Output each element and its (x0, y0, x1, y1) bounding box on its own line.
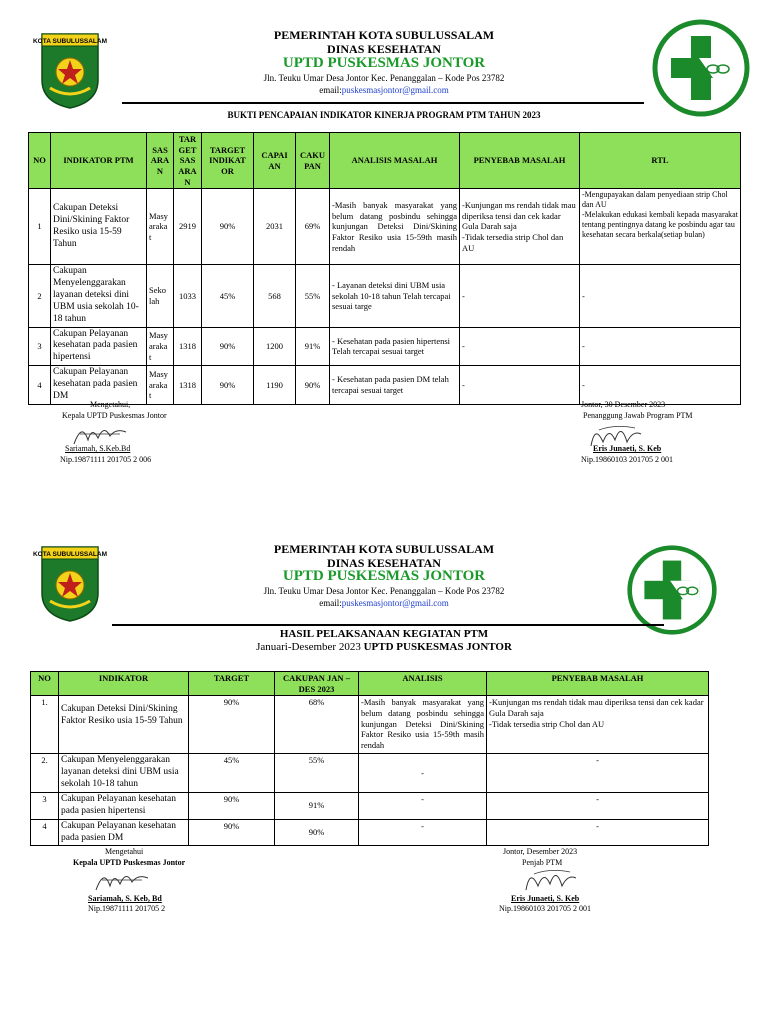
report2-period-unit: UPTD PUSKESMAS JONTOR (363, 641, 512, 653)
cell-penyebab: - (460, 265, 580, 327)
dept-name: DINAS KESEHATAN (327, 42, 441, 56)
cell-analisis: - Kesehatan pada pasien DM telah tercapai sesuai target (330, 366, 460, 405)
sign-left-nip: Nip.19871111 201705 2 006 (60, 455, 152, 464)
cell-no: 4 (29, 366, 51, 405)
cell-analisis: - Kesehatan pada pasien hipertensi Telah tercapai sesuai target (330, 327, 460, 366)
cell-rtl: - (580, 366, 741, 405)
cell-no: 3 (31, 792, 59, 819)
header-rule (122, 102, 644, 104)
cell-analisis: -Masih banyak masyarakat yang belum datang posbindu sehingga kunjungan Deteksi Dini/Skining Faktor Resiko usia 15-59th masih rendah (359, 696, 487, 754)
cell-indikator: Cakupan Pelayanan kesehatan pada pasien DM (51, 366, 147, 405)
cell-target-indikator: 90% (202, 327, 254, 366)
sign2-right-line1: Jontor, Desember 2023 (503, 847, 578, 856)
cell-analisis: -Masih banyak masyarakat yang belum datang posbindu sehingga kunjungan Deteksi Dini/Skining Faktor Resiko usia 15-59th masih rendah (330, 189, 460, 265)
cell-penyebab: -Kunjungan ms rendah tidak mau diperiksa tensi dan cek kadar Gula Darah saja -Tidak tersedia strip Chol dan AU (460, 189, 580, 265)
cell-target-indikator: 90% (202, 366, 254, 405)
col-target-indikator: TARGET INDIKAT OR (202, 133, 254, 189)
col-rtl: RTL (580, 133, 741, 189)
col-sasaran: SAS ARA N (147, 133, 174, 189)
cell-indikator: Cakupan Pelayanan kesehatan pada pasien hipertensi (51, 327, 147, 366)
col-indikator: INDIKATOR PTM (51, 133, 147, 189)
email-link[interactable]: puskesmasjontor@gmail.com (341, 598, 449, 608)
cell-target-sasaran: 1318 (174, 366, 202, 405)
cell-no: 4 (31, 819, 59, 846)
sign-right-name: Eris Junaeti, S. Keb (593, 444, 662, 453)
table-row (29, 366, 741, 405)
email-label: email: (319, 598, 342, 608)
emblem-text: KOTA SUBULUSSALAM (32, 551, 108, 558)
email-line (0, 85, 768, 95)
report2-title: HASIL PELAKSANAAN KEGIATAN PTM (279, 628, 489, 640)
col-analisis: ANALISIS MASALAH (330, 133, 460, 189)
cell-analisis: - (359, 754, 487, 793)
cell-cakupan: 90% (275, 819, 359, 846)
cell-sasaran: Masy araka t (147, 327, 174, 366)
col-analisis-2: ANALISIS (359, 672, 487, 696)
cell-indikator: Cakupan Menyelenggarakan layanan deteksi dini UBM usia sekolah 10-18 tahun (51, 265, 147, 327)
sign-right-line1: Jontor, 30 Desember 2023 (581, 400, 666, 409)
cell-rtl: -Mengupayakan dalam penyediaan strip Chol dan AU -Melakukan edukasi kembali kepada masyarakat tentang pentingnya datang ke posbindu agar tau kesehatan secara berkala(setiap bulan) (580, 189, 741, 265)
sign2-right-line2: Penjab PTM (522, 858, 563, 867)
cell-penyebab: - (460, 327, 580, 366)
address: Jln. Teuku Umar Desa Jontor Kec. Penanggalan – Kode Pos 23782 (263, 73, 505, 83)
cell-target-sasaran: 2919 (174, 189, 202, 265)
cell-capaian: 1190 (254, 366, 296, 405)
cell-penyebab: -Kunjungan ms rendah tidak mau diperiksa tensi dan cek kadar Gula Darah saja -Tidak tersedia strip Chol dan AU (487, 696, 709, 754)
cell-no: 1. (31, 696, 59, 754)
cell-target: 90% (189, 819, 275, 846)
col-target-2: TARGET (189, 672, 275, 696)
report2-table (30, 671, 709, 846)
table-row (31, 696, 709, 754)
report1-table (28, 132, 741, 405)
cell-indikator: Cakupan Pelayanan kesehatan pada pasien DM (59, 819, 189, 846)
cell-target: 90% (189, 696, 275, 754)
sign2-left-line1: Mengetahui (105, 847, 144, 856)
table-row (29, 327, 741, 366)
cell-target: 90% (189, 792, 275, 819)
cell-analisis: - (359, 819, 487, 846)
col-cakupan-2: CAKUPAN JAN – DES 2023 (275, 672, 359, 696)
sign-right-line2: Penanggung Jawab Program PTM (583, 411, 693, 420)
cell-rtl: - (580, 327, 741, 366)
cell-cakupan: 69% (296, 189, 330, 265)
cell-indikator: Cakupan Menyelenggarakan layanan deteksi dini UBM usia sekolah 10-18 tahun (59, 754, 189, 793)
cell-cakupan: 68% (275, 696, 359, 754)
unit-name: UPTD PUSKESMAS JONTOR (282, 55, 486, 71)
sign-left-name: Sariamah, S.Keb.Bd (65, 444, 131, 453)
cell-no: 1 (29, 189, 51, 265)
cell-capaian: 1200 (254, 327, 296, 366)
cell-target-sasaran: 1033 (174, 265, 202, 327)
sign-left-line1: Mengetahui, (90, 400, 131, 409)
unit-name-2: UPTD PUSKESMAS JONTOR (282, 568, 486, 584)
cell-sasaran: Masy araka t (147, 189, 174, 265)
col-target-sasaran: TAR GET SAS ARA N (174, 133, 202, 189)
cell-penyebab: - (487, 819, 709, 846)
cell-sasaran: Masy araka t (147, 366, 174, 405)
col-penyebab-2: PENYEBAB MASALAH (487, 672, 709, 696)
cell-no: 2. (31, 754, 59, 793)
cell-indikator: Cakupan Deteksi Dini/Skining Faktor Resiko usia 15-59 Tahun (59, 696, 189, 754)
gov-name: PEMERINTAH KOTA SUBULUSSALAM (273, 28, 495, 42)
email-link[interactable]: puskesmasjontor@gmail.com (341, 85, 449, 95)
cell-capaian: 2031 (254, 189, 296, 265)
cell-penyebab: - (487, 754, 709, 793)
cell-cakupan: 91% (275, 792, 359, 819)
cell-penyebab: - (460, 366, 580, 405)
header-rule-2 (112, 624, 664, 626)
col-penyebab: PENYEBAB MASALAH (460, 133, 580, 189)
cell-cakupan: 55% (296, 265, 330, 327)
report1-title: BUKTI PENCAPAIAN INDIKATOR KINERJA PROGRAM PTM TAHUN 2023 (227, 110, 541, 120)
address-2: Jln. Teuku Umar Desa Jontor Kec. Penanggalan – Kode Pos 23782 (263, 586, 505, 596)
report2-period-line (0, 641, 768, 653)
email-label: email: (319, 85, 342, 95)
table-row (29, 265, 741, 327)
col-indikator-2: INDIKATOR (59, 672, 189, 696)
sign-right-nip: Nip.19860103 201705 2 001 (581, 455, 673, 464)
report2-period: Januari-Desember 2023 (256, 641, 361, 653)
cell-no: 2 (29, 265, 51, 327)
col-cakupan: CAKU PAN (296, 133, 330, 189)
dept-name-2: DINAS KESEHATAN (327, 556, 441, 570)
emblem-text: KOTA SUBULUSSALAM (32, 38, 108, 45)
table-row (31, 754, 709, 793)
cell-indikator: Cakupan Pelayanan kesehatan pada pasien hipertensi (59, 792, 189, 819)
cell-target-indikator: 45% (202, 265, 254, 327)
cell-target-indikator: 90% (202, 189, 254, 265)
col-no: NO (29, 133, 51, 189)
sign-left-line2: Kepala UPTD Puskesmas Jontor (62, 411, 167, 420)
cell-analisis: - Layanan deteksi dini UBM usia sekolah 10-18 tahun Telah tercapai sesuai targe (330, 265, 460, 327)
cell-capaian: 568 (254, 265, 296, 327)
table-row (29, 189, 741, 265)
sign2-left-line2: Kepala UPTD Puskesmas Jontor (73, 858, 186, 867)
cell-analisis: - (359, 792, 487, 819)
cell-no: 3 (29, 327, 51, 366)
cell-sasaran: Seko lah (147, 265, 174, 327)
cell-rtl: - (580, 265, 741, 327)
sign2-left-nip: Nip.19871111 201705 2 (88, 904, 166, 913)
cell-cakupan: 55% (275, 754, 359, 793)
email-line-2 (0, 598, 768, 608)
signature-right-2 (520, 864, 580, 894)
col-capaian: CAPAI AN (254, 133, 296, 189)
sign2-right-name: Eris Junaeti, S. Keb (511, 894, 580, 903)
cell-target-sasaran: 1318 (174, 327, 202, 366)
gov-name-2: PEMERINTAH KOTA SUBULUSSALAM (273, 542, 495, 556)
col-no-2: NO (31, 672, 59, 696)
cell-penyebab: - (487, 792, 709, 819)
cell-target: 45% (189, 754, 275, 793)
table-row (31, 792, 709, 819)
signature-left-2 (92, 866, 152, 896)
table-row (31, 819, 709, 846)
cell-indikator: Cakupan Deteksi Dini/Skining Faktor Resiko usia 15-59 Tahun (51, 189, 147, 265)
sign2-right-nip: Nip.19860103 201705 2 001 (499, 904, 591, 913)
cell-cakupan: 90% (296, 366, 330, 405)
cell-cakupan: 91% (296, 327, 330, 366)
sign2-left-name: Sariamah, S. Keb, Bd (88, 894, 162, 903)
